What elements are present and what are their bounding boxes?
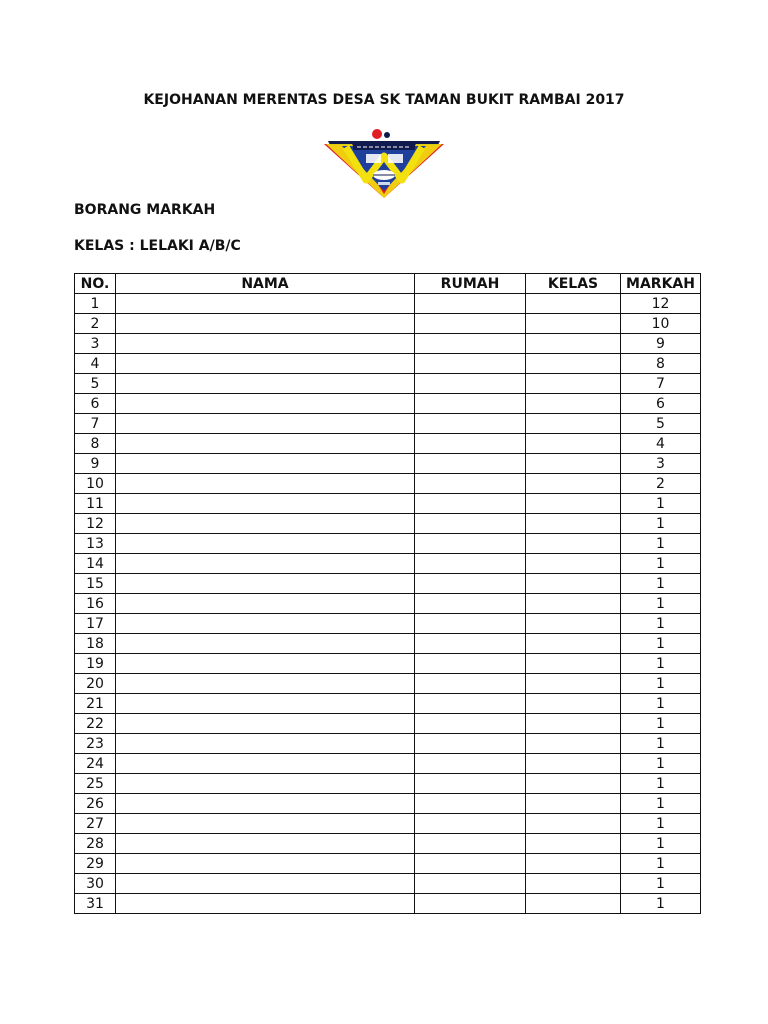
cell-markah: 1 bbox=[621, 634, 701, 654]
table-row bbox=[75, 334, 701, 354]
cell-no: 4 bbox=[75, 354, 116, 374]
cell-no: 3 bbox=[75, 334, 116, 354]
table-header-row bbox=[75, 274, 701, 294]
cell-nama[interactable] bbox=[116, 774, 415, 794]
table-row bbox=[75, 614, 701, 634]
cell-nama[interactable] bbox=[116, 394, 415, 414]
cell-markah: 1 bbox=[621, 814, 701, 834]
cell-kelas[interactable] bbox=[526, 634, 621, 654]
cell-markah: 1 bbox=[621, 874, 701, 894]
cell-no: 14 bbox=[75, 554, 116, 574]
cell-markah: 1 bbox=[621, 734, 701, 754]
table-row bbox=[75, 794, 701, 814]
cell-kelas[interactable] bbox=[526, 694, 621, 714]
cell-markah: 1 bbox=[621, 554, 701, 574]
cell-no: 1 bbox=[75, 294, 116, 314]
table-row bbox=[75, 674, 701, 694]
cell-kelas[interactable] bbox=[526, 374, 621, 394]
table-row bbox=[75, 734, 701, 754]
cell-markah: 1 bbox=[621, 514, 701, 534]
cell-nama[interactable] bbox=[116, 854, 415, 874]
cell-no: 13 bbox=[75, 534, 116, 554]
cell-markah: 1 bbox=[621, 594, 701, 614]
cell-no: 20 bbox=[75, 674, 116, 694]
table-row bbox=[75, 354, 701, 374]
cell-nama[interactable] bbox=[116, 354, 415, 374]
cell-nama[interactable] bbox=[116, 734, 415, 754]
cell-no: 2 bbox=[75, 314, 116, 334]
cell-no: 26 bbox=[75, 794, 116, 814]
cell-markah: 1 bbox=[621, 894, 701, 914]
cell-nama[interactable] bbox=[116, 754, 415, 774]
cell-rumah[interactable] bbox=[415, 734, 526, 754]
cell-no: 28 bbox=[75, 834, 116, 854]
class-label: KELAS : LELAKI A/B/C bbox=[74, 238, 241, 254]
cell-nama[interactable] bbox=[116, 574, 415, 594]
cell-rumah[interactable] bbox=[415, 554, 526, 574]
cell-rumah[interactable] bbox=[415, 334, 526, 354]
cell-kelas[interactable] bbox=[526, 394, 621, 414]
cell-kelas[interactable] bbox=[526, 474, 621, 494]
cell-no: 5 bbox=[75, 374, 116, 394]
cell-no: 31 bbox=[75, 894, 116, 914]
cell-rumah[interactable] bbox=[415, 894, 526, 914]
table-row bbox=[75, 854, 701, 874]
cell-kelas[interactable] bbox=[526, 314, 621, 334]
cell-nama[interactable] bbox=[116, 694, 415, 714]
cell-no: 6 bbox=[75, 394, 116, 414]
cell-no: 18 bbox=[75, 634, 116, 654]
cell-nama[interactable] bbox=[116, 294, 415, 314]
cell-kelas[interactable] bbox=[526, 414, 621, 434]
cell-nama[interactable] bbox=[116, 674, 415, 694]
score-table bbox=[74, 273, 701, 914]
cell-nama[interactable] bbox=[116, 334, 415, 354]
cell-markah: 7 bbox=[621, 374, 701, 394]
cell-markah: 1 bbox=[621, 574, 701, 594]
cell-rumah[interactable] bbox=[415, 714, 526, 734]
cell-rumah[interactable] bbox=[415, 354, 526, 374]
table-row bbox=[75, 774, 701, 794]
table-row bbox=[75, 754, 701, 774]
cell-markah: 4 bbox=[621, 434, 701, 454]
cell-rumah[interactable] bbox=[415, 574, 526, 594]
table-row bbox=[75, 534, 701, 554]
cell-rumah[interactable] bbox=[415, 634, 526, 654]
cell-rumah[interactable] bbox=[415, 754, 526, 774]
cell-kelas[interactable] bbox=[526, 294, 621, 314]
header-no: NO. bbox=[75, 274, 116, 294]
cell-nama[interactable] bbox=[116, 474, 415, 494]
cell-markah: 12 bbox=[621, 294, 701, 314]
cell-kelas[interactable] bbox=[526, 654, 621, 674]
cell-markah: 10 bbox=[621, 314, 701, 334]
cell-nama[interactable] bbox=[116, 654, 415, 674]
cell-markah: 1 bbox=[621, 754, 701, 774]
table-row bbox=[75, 634, 701, 654]
cell-rumah[interactable] bbox=[415, 814, 526, 834]
cell-markah: 1 bbox=[621, 694, 701, 714]
cell-nama[interactable] bbox=[116, 594, 415, 614]
table-row bbox=[75, 434, 701, 454]
cell-kelas[interactable] bbox=[526, 714, 621, 734]
cell-no: 24 bbox=[75, 754, 116, 774]
table-row bbox=[75, 314, 701, 334]
cell-nama[interactable] bbox=[116, 894, 415, 914]
cell-no: 11 bbox=[75, 494, 116, 514]
cell-markah: 1 bbox=[621, 834, 701, 854]
table-row bbox=[75, 834, 701, 854]
cell-kelas[interactable] bbox=[526, 794, 621, 814]
table-row bbox=[75, 814, 701, 834]
cell-no: 8 bbox=[75, 434, 116, 454]
cell-rumah[interactable] bbox=[415, 614, 526, 634]
cell-nama[interactable] bbox=[116, 514, 415, 534]
cell-rumah[interactable] bbox=[415, 414, 526, 434]
page-title: KEJOHANAN MERENTAS DESA SK TAMAN BUKIT RAMBAI 2017 bbox=[143, 92, 625, 108]
cell-kelas[interactable] bbox=[526, 334, 621, 354]
cell-rumah[interactable] bbox=[415, 454, 526, 474]
cell-kelas[interactable] bbox=[526, 554, 621, 574]
cell-rumah[interactable] bbox=[415, 834, 526, 854]
cell-no: 29 bbox=[75, 854, 116, 874]
cell-markah: 1 bbox=[621, 534, 701, 554]
cell-no: 30 bbox=[75, 874, 116, 894]
table-row bbox=[75, 874, 701, 894]
cell-kelas[interactable] bbox=[526, 574, 621, 594]
header-markah: MARKAH bbox=[621, 274, 701, 294]
table-row bbox=[75, 414, 701, 434]
cell-no: 12 bbox=[75, 514, 116, 534]
cell-no: 25 bbox=[75, 774, 116, 794]
table-row bbox=[75, 454, 701, 474]
cell-markah: 2 bbox=[621, 474, 701, 494]
table-row bbox=[75, 714, 701, 734]
cell-kelas[interactable] bbox=[526, 874, 621, 894]
cell-nama[interactable] bbox=[116, 714, 415, 734]
cell-nama[interactable] bbox=[116, 494, 415, 514]
cell-no: 23 bbox=[75, 734, 116, 754]
cell-kelas[interactable] bbox=[526, 814, 621, 834]
cell-nama[interactable] bbox=[116, 794, 415, 814]
cell-nama[interactable] bbox=[116, 454, 415, 474]
form-heading: BORANG MARKAH bbox=[74, 202, 216, 218]
cell-markah: 1 bbox=[621, 714, 701, 734]
cell-markah: 1 bbox=[621, 674, 701, 694]
cell-rumah[interactable] bbox=[415, 534, 526, 554]
cell-rumah[interactable] bbox=[415, 774, 526, 794]
cell-nama[interactable] bbox=[116, 814, 415, 834]
cell-nama[interactable] bbox=[116, 374, 415, 394]
table-row bbox=[75, 474, 701, 494]
table-row bbox=[75, 514, 701, 534]
cell-nama[interactable] bbox=[116, 614, 415, 634]
header-nama: NAMA bbox=[116, 274, 415, 294]
cell-kelas[interactable] bbox=[526, 594, 621, 614]
crest-red-circle bbox=[372, 129, 382, 139]
crest-right-panel bbox=[388, 154, 403, 163]
cell-markah: 6 bbox=[621, 394, 701, 414]
cell-nama[interactable] bbox=[116, 434, 415, 454]
cell-markah: 8 bbox=[621, 354, 701, 374]
table-row bbox=[75, 654, 701, 674]
cell-rumah[interactable] bbox=[415, 314, 526, 334]
cell-nama[interactable] bbox=[116, 874, 415, 894]
cell-kelas[interactable] bbox=[526, 734, 621, 754]
cell-kelas[interactable] bbox=[526, 854, 621, 874]
cell-no: 10 bbox=[75, 474, 116, 494]
table-row bbox=[75, 554, 701, 574]
cell-markah: 1 bbox=[621, 494, 701, 514]
cell-kelas[interactable] bbox=[526, 614, 621, 634]
cell-rumah[interactable] bbox=[415, 514, 526, 534]
cell-nama[interactable] bbox=[116, 554, 415, 574]
cell-kelas[interactable] bbox=[526, 494, 621, 514]
cell-nama[interactable] bbox=[116, 634, 415, 654]
cell-markah: 1 bbox=[621, 614, 701, 634]
cell-rumah[interactable] bbox=[415, 494, 526, 514]
table-row bbox=[75, 594, 701, 614]
cell-rumah[interactable] bbox=[415, 794, 526, 814]
table-row bbox=[75, 694, 701, 714]
table-row bbox=[75, 574, 701, 594]
cell-no: 7 bbox=[75, 414, 116, 434]
school-crest-graphic bbox=[322, 128, 446, 200]
cell-rumah[interactable] bbox=[415, 374, 526, 394]
cell-kelas[interactable] bbox=[526, 354, 621, 374]
cell-nama[interactable] bbox=[116, 414, 415, 434]
header-rumah: RUMAH bbox=[415, 274, 526, 294]
cell-kelas[interactable] bbox=[526, 834, 621, 854]
cell-markah: 9 bbox=[621, 334, 701, 354]
cell-rumah[interactable] bbox=[415, 854, 526, 874]
cell-no: 17 bbox=[75, 614, 116, 634]
cell-kelas[interactable] bbox=[526, 454, 621, 474]
table-row bbox=[75, 294, 701, 314]
cell-nama[interactable] bbox=[116, 834, 415, 854]
cell-kelas[interactable] bbox=[526, 514, 621, 534]
cell-kelas[interactable] bbox=[526, 674, 621, 694]
cell-markah: 1 bbox=[621, 794, 701, 814]
cell-markah: 3 bbox=[621, 454, 701, 474]
table-row bbox=[75, 394, 701, 414]
cell-markah: 1 bbox=[621, 854, 701, 874]
cell-rumah[interactable] bbox=[415, 434, 526, 454]
cell-no: 22 bbox=[75, 714, 116, 734]
cell-rumah[interactable] bbox=[415, 674, 526, 694]
cell-markah: 1 bbox=[621, 774, 701, 794]
cell-rumah[interactable] bbox=[415, 594, 526, 614]
cell-rumah[interactable] bbox=[415, 474, 526, 494]
crest-motto-ribbon bbox=[378, 182, 390, 185]
cell-kelas[interactable] bbox=[526, 434, 621, 454]
crest-left-panel bbox=[366, 154, 381, 163]
cell-rumah[interactable] bbox=[415, 394, 526, 414]
cell-rumah[interactable] bbox=[415, 294, 526, 314]
cell-kelas[interactable] bbox=[526, 894, 621, 914]
cell-no: 21 bbox=[75, 694, 116, 714]
cell-rumah[interactable] bbox=[415, 694, 526, 714]
table-body bbox=[75, 294, 701, 914]
cell-kelas[interactable] bbox=[526, 534, 621, 554]
cell-kelas[interactable] bbox=[526, 774, 621, 794]
crest-dark-circle bbox=[384, 132, 390, 138]
cell-no: 15 bbox=[75, 574, 116, 594]
table-row bbox=[75, 374, 701, 394]
cell-no: 9 bbox=[75, 454, 116, 474]
cell-rumah[interactable] bbox=[415, 654, 526, 674]
header-kelas: KELAS bbox=[526, 274, 621, 294]
cell-nama[interactable] bbox=[116, 314, 415, 334]
cell-kelas[interactable] bbox=[526, 754, 621, 774]
cell-nama[interactable] bbox=[116, 534, 415, 554]
table-row bbox=[75, 894, 701, 914]
cell-rumah[interactable] bbox=[415, 874, 526, 894]
cell-no: 19 bbox=[75, 654, 116, 674]
cell-no: 27 bbox=[75, 814, 116, 834]
cell-no: 16 bbox=[75, 594, 116, 614]
table-row bbox=[75, 494, 701, 514]
cell-markah: 5 bbox=[621, 414, 701, 434]
school-crest-icon bbox=[322, 128, 446, 200]
cell-markah: 1 bbox=[621, 654, 701, 674]
